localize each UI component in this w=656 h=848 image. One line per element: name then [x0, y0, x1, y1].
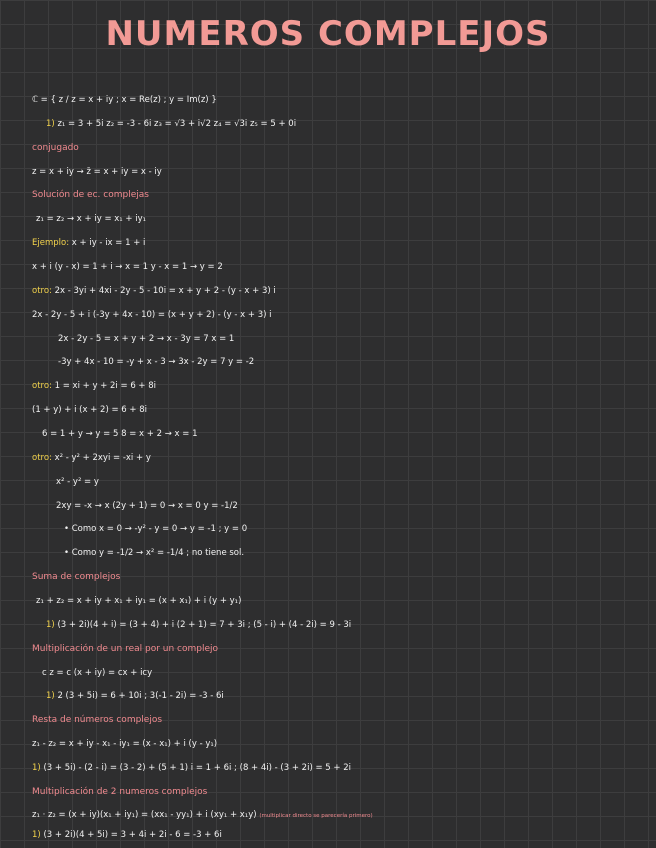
line-text: x² - y² = y — [56, 477, 99, 487]
formula-line — [56, 477, 99, 487]
example-label: Ejemplo: — [32, 238, 70, 248]
line-text: • Como y = -1/2 → x² = -1/4 ; no tiene sol. — [64, 548, 245, 558]
example-line — [32, 830, 222, 840]
line-text: 2 (3 + 5i) = 6 + 10i ; 3(-1 - 2i) = -3 - 6i — [57, 691, 224, 701]
formula-line — [36, 596, 241, 606]
example-line — [46, 691, 224, 701]
formula-line — [58, 357, 254, 367]
line-text: z₁ + z₂ = x + iy + x₁ + iy₁ = (x + x₁) + i (y + y₁) — [36, 596, 242, 606]
definition-line — [32, 95, 217, 105]
example-label: 1) — [46, 691, 55, 701]
line-text: 1 = xi + y + 2i = 6 + 8i — [54, 381, 157, 391]
line-text: (3 + 2i)(4 + 5i) = 3 + 4i + 2i - 6 = -3 + 6i — [43, 830, 222, 840]
example-label: 1) — [32, 830, 41, 840]
formula-line — [42, 668, 152, 678]
formula-line — [32, 810, 373, 821]
line-text: (3 + 5i) - (2 - i) = (3 - 2) + (5 + 1) i = 1 + 6i ; (8 + 4i) - (3 + 2i) = 5 + 2i — [43, 763, 351, 773]
formula-line — [32, 405, 147, 415]
section-heading-conjugado: conjugado — [32, 143, 79, 153]
example-line — [32, 763, 351, 773]
line-text: x + i (y - x) = 1 + i → x = 1 y - x = 1 → y = 2 — [32, 262, 223, 272]
formula-line — [32, 310, 272, 320]
line-text: 2x - 2y - 5 = x + y + 2 → x - 3y = 7 x = 1 — [58, 334, 235, 344]
example-label: 1) — [46, 620, 55, 630]
example-line — [46, 620, 351, 630]
line-text: z = x + iy → z̄ = x + iy = x - iy — [32, 167, 162, 177]
line-text: -3y + 4x - 10 = -y + x - 3 → 3x - 2y = 7 y = -2 — [58, 357, 255, 367]
section-heading-ecuaciones: Solución de ec. complejas — [32, 190, 149, 200]
formula-line — [42, 429, 197, 439]
example-label: otro: — [32, 381, 52, 391]
formula-line — [56, 501, 238, 511]
example-line — [46, 119, 296, 129]
bullet-line — [64, 524, 247, 534]
line-text: (1 + y) + i (x + 2) = 6 + 8i — [32, 405, 148, 415]
example-label: 1) — [46, 119, 55, 129]
example-line — [32, 238, 145, 248]
line-text: z₁ - z₂ = x + iy - x₁ - iy₁ = (x - x₁) + i (y - y₁) — [32, 739, 218, 749]
line-text: x² - y² + 2xyi = -xi + y — [54, 453, 151, 463]
section-heading-multiplicacion-complejos: Multiplicación de 2 numeros complejos — [32, 787, 208, 797]
line-text: z₁ · z₂ = (x + iy)(x₁ + iy₁) = (xx₁ - yy₁) + i (xy₁ + x₁y) — [32, 810, 257, 820]
formula-line — [36, 214, 146, 224]
section-heading-suma: Suma de complejos — [32, 572, 121, 582]
line-text: 2x - 3yi + 4xi - 2y - 5 - 10i = x + y + 2 - (y - x + 3) i — [54, 286, 276, 296]
example-line — [32, 381, 156, 391]
line-text: x + iy - ix = 1 + i — [71, 238, 146, 248]
example-label: 1) — [32, 763, 41, 773]
line-text: • Como x = 0 → -y² - y = 0 → y = -1 ; y = 0 — [64, 524, 248, 534]
example-label: otro: — [32, 286, 52, 296]
example-line — [32, 453, 151, 463]
line-text: 6 = 1 + y → y = 5 8 = x + 2 → x = 1 — [42, 429, 198, 439]
page-title: NUMEROS COMPLEJOS — [105, 14, 551, 54]
line-text: c z = c (x + iy) = cx + icy — [42, 668, 153, 678]
formula-line — [32, 167, 162, 177]
line-text: z₁ = 3 + 5i z₂ = -3 - 6i z₃ = √3 + i√2 z₄ = √3i z₅ = 5 + 0i — [57, 119, 297, 129]
line-text: 2x - 2y - 5 + i (-3y + 4x - 10) = (x + y + 2) - (y - x + 3) i — [32, 310, 272, 320]
formula-line — [58, 334, 234, 344]
line-text: z₁ = z₂ → x + iy = x₁ + iy₁ — [36, 214, 147, 224]
bullet-line — [64, 548, 244, 558]
line-text: 2xy = -x → x (2y + 1) = 0 → x = 0 y = -1/2 — [56, 501, 238, 511]
example-line — [32, 286, 276, 296]
section-heading-multiplicacion-real: Multiplicación de un real por un complejo — [32, 644, 219, 654]
line-text: (3 + 2i)(4 + i) = (3 + 4) + i (2 + 1) = 7 + 3i ; (5 - i) + (4 - 2i) = 9 - 3i — [57, 620, 352, 630]
formula-line — [32, 262, 223, 272]
example-label: otro: — [32, 453, 52, 463]
section-heading-resta: Resta de números complejos — [32, 715, 163, 725]
side-note: (multiplicar directo se parecería primero) — [259, 813, 373, 819]
formula-line — [32, 739, 217, 749]
line-text: ℂ = { z / z = x + iy ; x = Re(z) ; y = Im(z) } — [32, 95, 217, 105]
